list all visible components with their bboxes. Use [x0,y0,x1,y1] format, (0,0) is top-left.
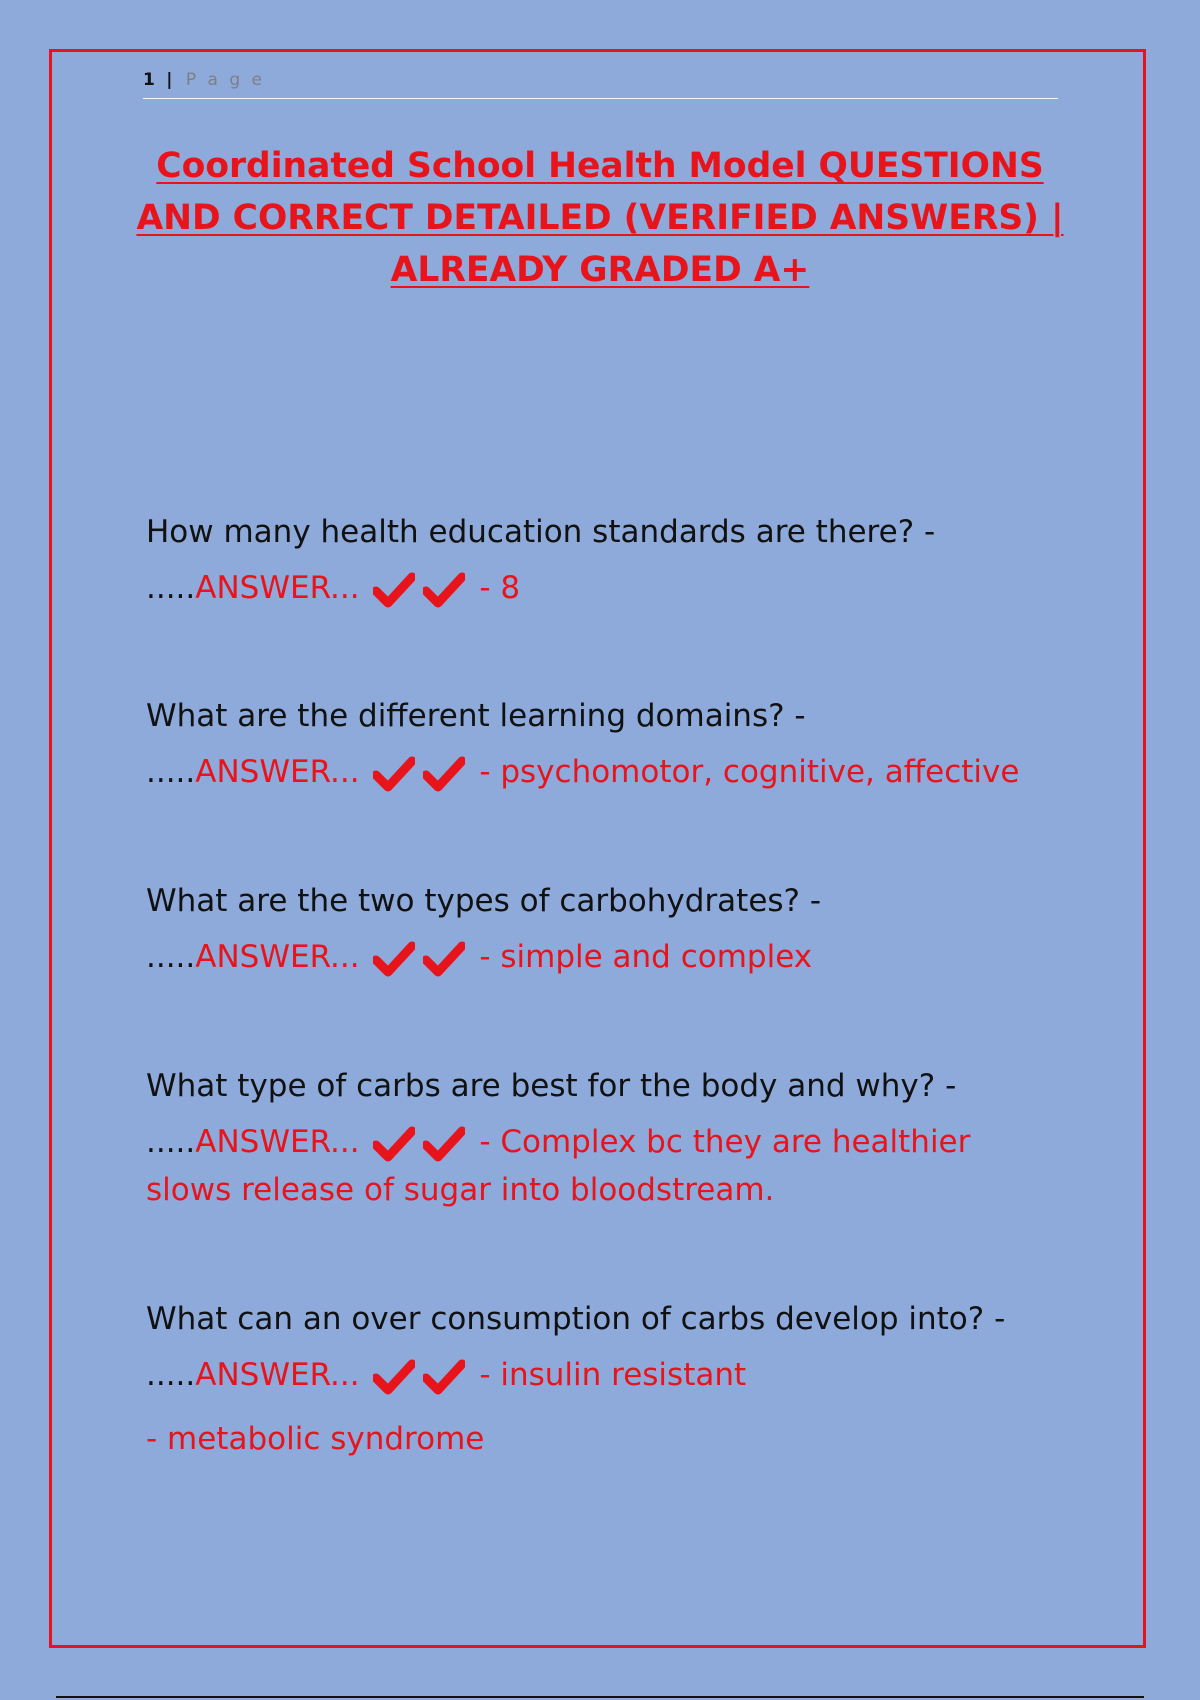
qa-item [146,1299,1076,1459]
answer-label: ANSWER... [195,939,360,975]
question-text: What are the different learning domains? - [146,698,806,734]
document-title: Coordinated School Health Model QUESTIONS AND CORRECT DETAILED (VERIFIED ANSWERS) | ALREADY GRADED A+ [136,146,1064,290]
question-text: What are the two types of carbohydrates? - [146,883,822,919]
question-text: What type of carbs are best for the body and why? - [146,1068,957,1104]
answer-text: - insulin resistant [479,1357,747,1393]
answer-line [146,752,1076,792]
answer-dots: ..... [146,939,196,975]
answer-label: ANSWER... [195,1357,360,1393]
answer-dots: ..... [146,1124,196,1160]
qa-item [146,512,1076,608]
check-mark-icon [423,941,465,977]
answer-dots: ..... [146,570,196,606]
check-mark-icon [373,1126,415,1162]
question-text: How many health education standards are there? - [146,514,936,550]
question-text: What can an over consumption of carbs develop into? - [146,1301,1006,1337]
answer-text: - 8 [479,570,521,606]
check-mark-icon [423,1359,465,1395]
check-mark-icon [373,756,415,792]
page-number: 1 [143,70,156,90]
answer-dots: ..... [146,1357,196,1393]
answer-line [146,1122,1076,1162]
answer-line [146,1355,1076,1395]
page-header [143,70,1058,99]
page-separator: | [166,70,176,90]
qa-item [146,1066,1076,1210]
answer-dots: ..... [146,754,196,790]
answer-label: ANSWER... [195,570,360,606]
check-mark-icon [423,1126,465,1162]
answer-text: - psychomotor, cognitive, affective [479,754,1020,790]
answer-continued: - metabolic syndrome [146,1421,485,1457]
answer-line [146,568,1076,608]
qa-item [146,881,1076,977]
answer-continued: slows release of sugar into bloodstream. [146,1172,775,1208]
check-mark-icon [373,1359,415,1395]
answer-label: ANSWER... [195,754,360,790]
answer-label: ANSWER... [195,1124,360,1160]
answer-text: - simple and complex [479,939,813,975]
answer-line [146,937,1076,977]
check-mark-icon [373,572,415,608]
answer-text: - Complex bc they are healthier [479,1124,971,1160]
bottom-divider [56,1696,1144,1698]
qa-item [146,696,1076,792]
check-mark-icon [423,756,465,792]
check-mark-icon [423,572,465,608]
page-label: P a g e [185,70,266,90]
check-mark-icon [373,941,415,977]
